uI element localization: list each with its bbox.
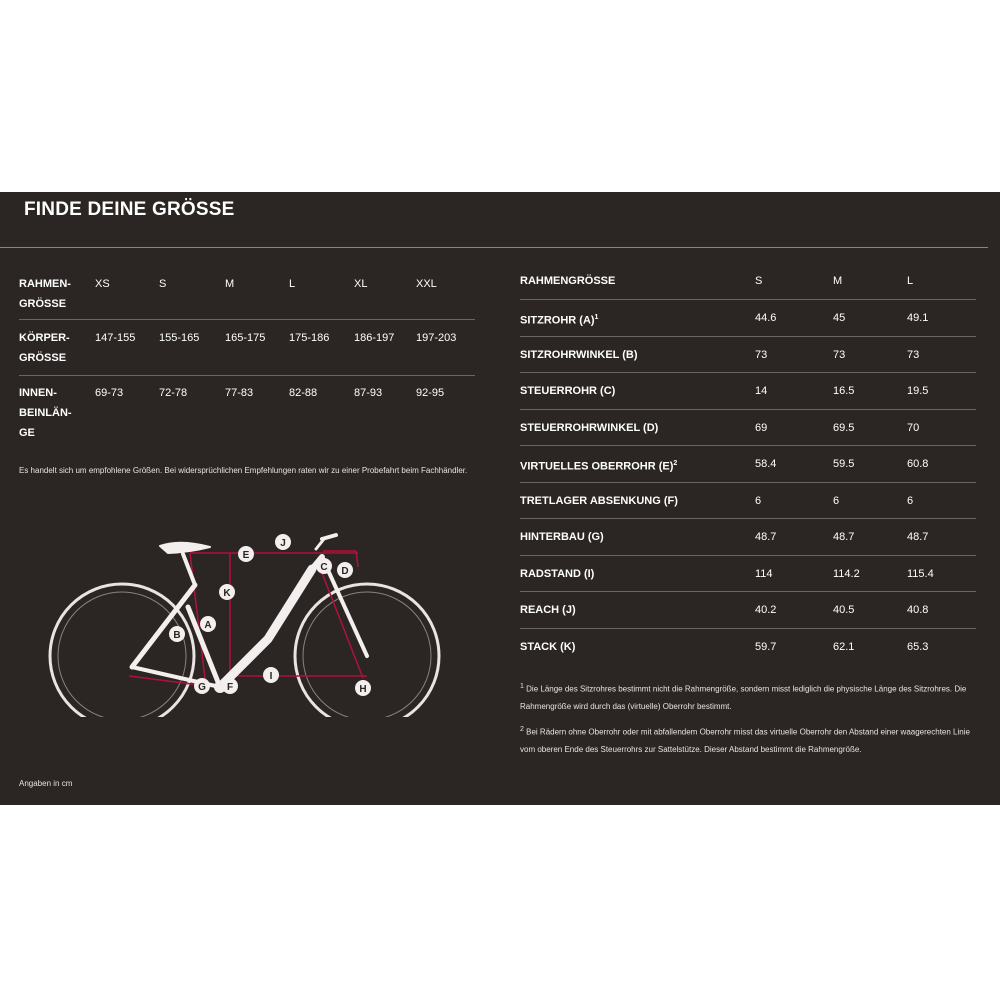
label-k: [219, 584, 235, 600]
geometry-row-label: [520, 640, 575, 654]
geometry-row-label: [520, 421, 658, 435]
label-d: [337, 562, 353, 578]
geometry-value: 114.2: [833, 567, 860, 580]
label-h: [355, 680, 371, 696]
size-cell: XXL: [416, 278, 437, 290]
geometry-row-label-text: RADSTAND (I): [520, 567, 595, 580]
size-guide-panel: [0, 192, 1000, 805]
geometry-value: 16.5: [833, 385, 855, 397]
geometry-value: 48.7: [833, 531, 855, 543]
geometry-value: 40.2: [755, 604, 777, 616]
size-cell: 77-83: [225, 387, 254, 399]
geometry-value: 69: [755, 421, 768, 434]
label-e: [238, 546, 254, 562]
page-title: FINDE DEINE GRÖSSE: [24, 199, 235, 220]
size-cell: 82-88: [289, 387, 318, 399]
svg-text:B: B: [173, 630, 181, 641]
row-label-line: KÖRPER-: [19, 332, 70, 344]
row-label-line: GRÖSSE: [19, 298, 67, 310]
geometry-row: [520, 299, 976, 336]
geometry-row-label-text: TRETLAGER ABSENKUNG (F): [520, 494, 678, 507]
geometry-row-label: [520, 311, 598, 328]
geometry-row: [520, 482, 976, 519]
size-cell: 72-78: [159, 387, 188, 399]
footnote-mark: 1: [520, 683, 524, 690]
geometry-value: 48.7: [755, 531, 777, 543]
geometry-value: 73: [755, 348, 768, 361]
geometry-row: [520, 336, 976, 373]
row-label-body-height: [19, 328, 70, 368]
footnote-2: [520, 721, 980, 758]
geometry-row: [520, 518, 976, 555]
geometry-value: 114: [755, 567, 773, 580]
row-label-line: RAHMEN-: [19, 278, 71, 290]
row-label-line: BEINLÄN-: [19, 407, 72, 419]
svg-text:H: H: [359, 684, 367, 695]
geometry-row-label: [520, 567, 594, 581]
geometry-value: 44.6: [755, 312, 777, 324]
geometry-row: [520, 628, 976, 665]
geometry-value: 6: [833, 494, 840, 507]
geometry-value: 62.1: [833, 640, 855, 653]
svg-text:C: C: [320, 562, 328, 573]
row-label-frame-size: [19, 274, 71, 314]
geometry-value: 73: [833, 348, 846, 361]
label-a: [200, 616, 216, 632]
footnote-ref: 1: [594, 314, 599, 321]
label-j: [275, 534, 291, 550]
geometry-value: 58.4: [755, 458, 777, 470]
svg-text:F: F: [226, 682, 234, 693]
geometry-row: [520, 372, 976, 409]
row-label-line: GE: [19, 427, 35, 439]
size-cell: 165-175: [225, 332, 266, 344]
bike-geometry-diagram: [40, 527, 450, 717]
geometry-value: 70: [907, 421, 920, 434]
header-size: M: [833, 275, 843, 287]
footnote-1: [520, 678, 980, 715]
geometry-row-label: [520, 457, 677, 474]
geometry-value: 40.5: [833, 604, 855, 616]
geometry-row-label-text: STEUERROHR (C): [520, 385, 616, 397]
geometry-value: 59.5: [833, 458, 855, 470]
geometry-value: 45: [833, 312, 846, 324]
geometry-value: 14: [755, 385, 768, 397]
geometry-value: 6: [755, 494, 762, 507]
size-cell: 186-197: [354, 332, 395, 344]
label-f: [222, 678, 238, 694]
size-cell: S: [159, 278, 167, 290]
geometry-value: 73: [907, 348, 920, 361]
geometry-value: 19.5: [907, 385, 929, 397]
geometry-row: [520, 555, 976, 592]
row-label-inseam: [19, 383, 72, 443]
size-cell: XS: [95, 278, 110, 290]
size-cell: 175-186: [289, 332, 330, 344]
svg-text:A: A: [204, 620, 212, 631]
header-size: L: [907, 275, 914, 287]
geometry-row-label-text: VIRTUELLES OBERROHR (E): [520, 460, 674, 473]
footnote-ref: 2: [673, 460, 678, 467]
size-cell: 147-155: [95, 332, 136, 344]
size-cell: 69-73: [95, 387, 124, 399]
footnote-text: Bei Rädern ohne Oberrohr oder mit abfallendem Oberrohr misst das virtuelle Oberrohr den Abstand einer waagerechten Linie vom oberen Ende des Steuerrohrs zur Sattelstütze. Dieser Abstand bestimmt die Rahmengröße.: [520, 727, 970, 754]
geometry-table-header: [520, 269, 976, 297]
rear-wheel: [50, 584, 194, 717]
geometry-value: 49.1: [907, 312, 929, 324]
geometry-row-label-text: REACH (J): [520, 604, 576, 616]
footnote-mark: 2: [520, 726, 524, 733]
geometry-value: 65.3: [907, 640, 929, 653]
size-cell: XL: [354, 278, 368, 290]
size-cell: 92-95: [416, 387, 445, 399]
label-b: [169, 626, 185, 642]
geometry-value: 115.4: [907, 567, 934, 580]
measurement-lines: [129, 551, 367, 689]
header-label: RAHMENGRÖSSE: [520, 275, 616, 287]
size-cell: 87-93: [354, 387, 383, 399]
geometry-value: 59.7: [755, 640, 777, 653]
label-g: [194, 678, 210, 694]
footnote-text: Die Länge des Sitzrohres bestimmt nicht die Rahmengröße, sondern misst lediglich die physische Länge des Sitzrohres. Die Rahmengröße wird durch das (virtuelle) Oberrohr bestimmt.: [520, 684, 967, 711]
geometry-row-label: [520, 348, 638, 362]
size-recommendation-note: Es handelt sich um empfohlene Größen. Bei widersprüchlichen Empfehlungen raten wir zu einer Probefahrt beim Fachhändler.: [19, 466, 468, 475]
row-label-line: GRÖSSE: [19, 352, 67, 364]
geometry-row-label-text: SITZROHR (A): [520, 314, 595, 327]
label-c: [316, 558, 332, 574]
svg-text:J: J: [280, 538, 286, 549]
front-wheel: [295, 584, 439, 717]
size-cell: 197-203: [416, 332, 457, 344]
svg-text:D: D: [341, 566, 349, 577]
geometry-row-label: [520, 603, 576, 617]
geometry-row-label: [520, 530, 604, 544]
geometry-row-label-text: STEUERROHRWINKEL (D): [520, 421, 659, 434]
geometry-row-label: [520, 384, 615, 398]
table-divider: [19, 375, 475, 376]
title-divider: [0, 247, 988, 248]
units-note: Angaben in cm: [19, 779, 73, 788]
svg-text:G: G: [198, 682, 206, 693]
geometry-row-label-text: HINTERBAU (G): [520, 531, 604, 543]
size-cell: 155-165: [159, 332, 200, 344]
geometry-row: [520, 445, 976, 482]
svg-text:I: I: [269, 671, 273, 682]
label-i: [263, 667, 279, 683]
table-divider: [19, 319, 475, 320]
geometry-row-label-text: SITZROHRWINKEL (B): [520, 348, 638, 361]
geometry-row: [520, 409, 976, 446]
geometry-value: 6: [907, 494, 914, 507]
size-cell: L: [289, 278, 296, 290]
geometry-row: [520, 591, 976, 628]
geometry-row-label-text: STACK (K): [520, 640, 576, 653]
geometry-value: 40.8: [907, 604, 929, 616]
geometry-row-label: [520, 494, 678, 508]
geometry-value: 69.5: [833, 421, 855, 434]
geometry-value: 48.7: [907, 531, 929, 543]
row-label-line: INNEN-: [19, 387, 57, 399]
svg-text:K: K: [223, 588, 231, 599]
svg-text:E: E: [242, 550, 250, 561]
size-cell: M: [225, 278, 235, 290]
header-size: S: [755, 275, 763, 287]
geometry-value: 60.8: [907, 458, 929, 470]
